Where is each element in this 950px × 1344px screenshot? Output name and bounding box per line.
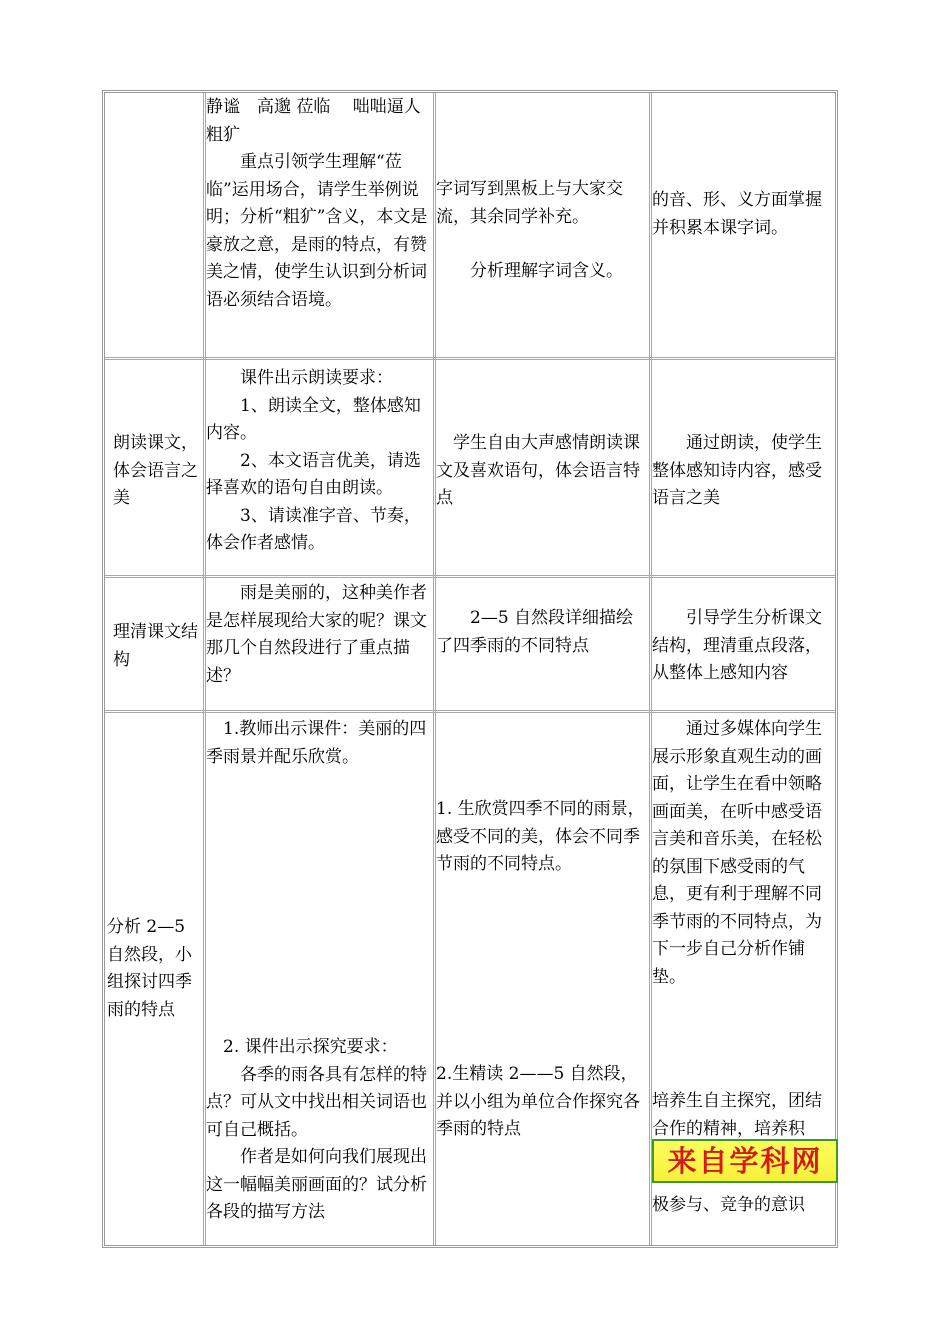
row4-teacher-cell-b bbox=[206, 1034, 436, 1227]
row-divider bbox=[105, 710, 835, 713]
row1-vocab: 静谧 高邈 莅临 咄咄逼人 粗犷 bbox=[206, 97, 421, 145]
row-divider bbox=[105, 357, 835, 360]
row1-intent-text: 的音、形、义方面掌握并积累本课字词。 bbox=[652, 190, 822, 238]
row4-intent-text-1: 通过多媒体向学生展示形象直观生动的画面，让学生在看中领略画面美，在听中感受语言美和音乐美，在轻松的氛围下感受雨的气息，更有利于理解不同季节雨的不同特点，为下一步自己分析作铺垫。 bbox=[652, 719, 822, 987]
row2-teacher-line-2: 1、朗读全文，整体感知内容。 bbox=[206, 395, 421, 443]
row3-intent-text: 引导学生分析课文结构，理清重点段落，从整体上感知内容 bbox=[652, 608, 822, 683]
row4-student-text-2: 2.生精读 2——5 自然段，并以小组为单位合作探究各季雨的特点 bbox=[436, 1064, 640, 1139]
row4-student-cell-a bbox=[436, 796, 650, 879]
row2-intent-text: 通过朗读，使学生整体感知诗内容，感受语言之美 bbox=[652, 433, 822, 508]
row3-student-cell bbox=[436, 605, 650, 660]
row1-teacher-cell bbox=[206, 94, 436, 314]
row2-intent-cell bbox=[652, 430, 838, 513]
row2-step-label: 朗读课文，体会语言之美 bbox=[113, 433, 198, 508]
row1-student-cell bbox=[436, 176, 650, 286]
row4-intent-cell-a bbox=[652, 716, 838, 991]
row3-teacher-cell bbox=[206, 580, 436, 690]
row3-intent-cell bbox=[652, 605, 838, 688]
row4-teacher-line-3: 各季的雨各具有怎样的特点？可从文中找出相关词语也可自己概括。 bbox=[206, 1064, 427, 1140]
row3-teacher-text: 雨是美丽的，这种美作者是怎样展现给大家的呢？课文那几个自然段进行了重点描述？ bbox=[206, 583, 427, 686]
row4-intent-cell-b bbox=[652, 1088, 838, 1143]
row4-teacher-line-4: 作者是如何向我们展现出这一幅幅美丽画面的？试分析各段的描写方法 bbox=[206, 1147, 427, 1222]
row2-student-text: 学生自由大声感情朗读课文及喜欢语句，体会语言特点 bbox=[436, 433, 640, 508]
row2-teacher-line-4: 3、请读准字音、节奏，体会作者感情。 bbox=[206, 505, 421, 553]
row2-teacher-line-3: 2、本文语言优美，请选择喜欢的语句自由朗读。 bbox=[206, 450, 421, 498]
row4-student-cell-b bbox=[436, 1061, 650, 1144]
row4-teacher-line-2: 2. 课件出示探究要求： bbox=[223, 1037, 398, 1057]
row4-teacher-cell-a bbox=[206, 716, 436, 771]
row1-teacher-text: 重点引领学生理解“莅临”运用场合，请学生举例说明；分析“粗犷”含义，本文是豪放之意，是雨的特点，有赞美之情，使学生认识到分析词语必须结合语境。 bbox=[206, 152, 428, 310]
row4-student-text-1: 1. 生欣赏四季不同的雨景，感受不同的美，体会不同季节雨的不同特点。 bbox=[436, 799, 645, 874]
row4-teacher-line-1: 1.教师出示课件：美丽的四季雨景并配乐欣赏。 bbox=[206, 719, 427, 767]
row3-student-text: 2—5 自然段详细描绘了四季雨的不同特点 bbox=[436, 608, 634, 656]
row1-student-text-1: 字词写到黑板上与大家交流，其余同学补充。 bbox=[436, 179, 623, 227]
row2-teacher-line-1: 课件出示朗读要求： bbox=[240, 368, 393, 388]
row4-intent-text-2: 培养生自主探究，团结合作的精神，培养积 bbox=[652, 1091, 822, 1139]
row1-intent-cell bbox=[652, 187, 838, 242]
watermark-banner: 来自学科网 bbox=[652, 1139, 838, 1183]
row2-student-cell bbox=[436, 430, 650, 513]
row4-intent-cell-c bbox=[652, 1192, 838, 1220]
row1-student-text-2: 分析理解字词含义。 bbox=[470, 261, 623, 281]
row4-step-label: 分析 2—5 自然段，小组探讨四季雨的特点 bbox=[107, 917, 192, 1020]
row3-step-label: 理清课文结构 bbox=[113, 622, 198, 670]
row2-teacher-cell bbox=[206, 365, 436, 558]
row-divider bbox=[105, 575, 835, 578]
row4-intent-text-3: 极参与、竞争的意识 bbox=[652, 1195, 805, 1215]
